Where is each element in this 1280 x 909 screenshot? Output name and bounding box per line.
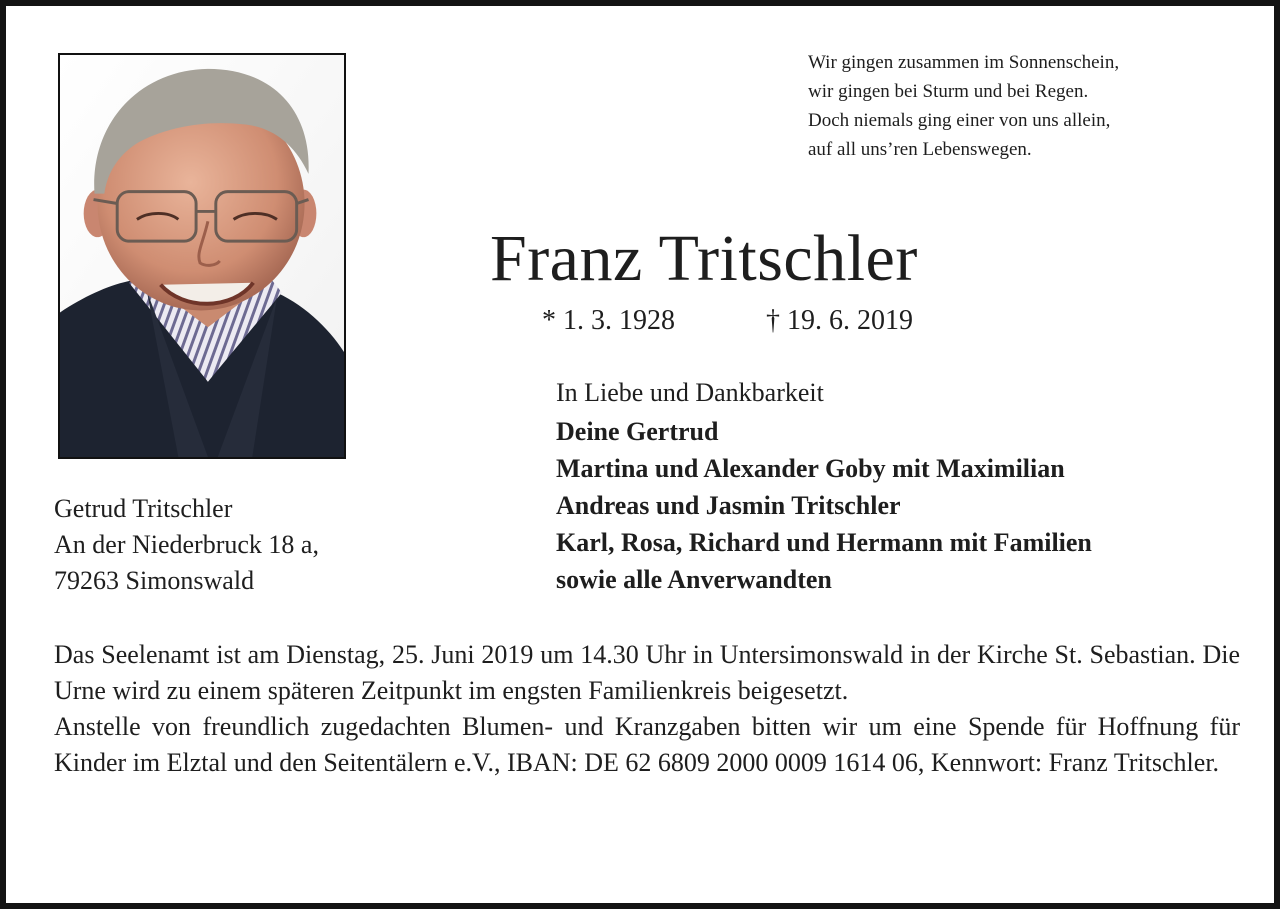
mourner-line: sowie alle Anverwandten	[556, 565, 832, 594]
address-line: An der Niederbruck 18 a,	[54, 530, 319, 559]
mourners-list	[556, 375, 1256, 598]
mourner-line: Karl, Rosa, Richard und Hermann mit Familien	[556, 528, 1092, 557]
mourner-line: Martina und Alexander Goby mit Maximilian	[556, 454, 1065, 483]
poem-line: Doch niemals ging einer von uns allein,	[808, 110, 1111, 131]
portrait-photo	[58, 53, 346, 459]
service-paragraph: Das Seelenamt ist am Dienstag, 25. Juni 2019 um 14.30 Uhr in Untersimonswald in der Kirche St. Sebastian. Die Urne wird zu einem späteren Zeitpunkt im engsten Familienkreis beigesetzt.	[54, 640, 1240, 705]
address-line: Getrud Tritschler	[54, 494, 233, 523]
donation-paragraph: Anstelle von freundlich zugedachten Blumen- und Kranzgaben bitten wir um eine Spende für Hoffnung für Kinder im Elztal und den Seitentälern e.V., IBAN: DE 62 6809 2000 0009 1614 06, Kennwort: Franz Tritschler.	[54, 712, 1240, 777]
mourner-line: Deine Gertrud	[556, 417, 719, 446]
mourners-intro: In Liebe und Dankbarkeit	[556, 378, 824, 407]
poem	[808, 48, 1248, 164]
poem-line: Wir gingen zusammen im Sonnenschein,	[808, 52, 1120, 73]
birth-date: * 1. 3. 1928	[542, 305, 675, 336]
portrait-icon	[60, 55, 344, 457]
mourner-line: Andreas und Jasmin Tritschler	[556, 491, 901, 520]
poem-line: wir gingen bei Sturm und bei Regen.	[808, 81, 1089, 102]
deceased-name: Franz Tritschler	[490, 222, 918, 295]
poem-line: auf all uns’ren Lebenswegen.	[808, 139, 1032, 160]
address-line: 79263 Simonswald	[54, 566, 255, 595]
death-date: † 19. 6. 2019	[766, 305, 913, 336]
contact-address	[54, 491, 319, 599]
funeral-notice	[54, 637, 1240, 781]
